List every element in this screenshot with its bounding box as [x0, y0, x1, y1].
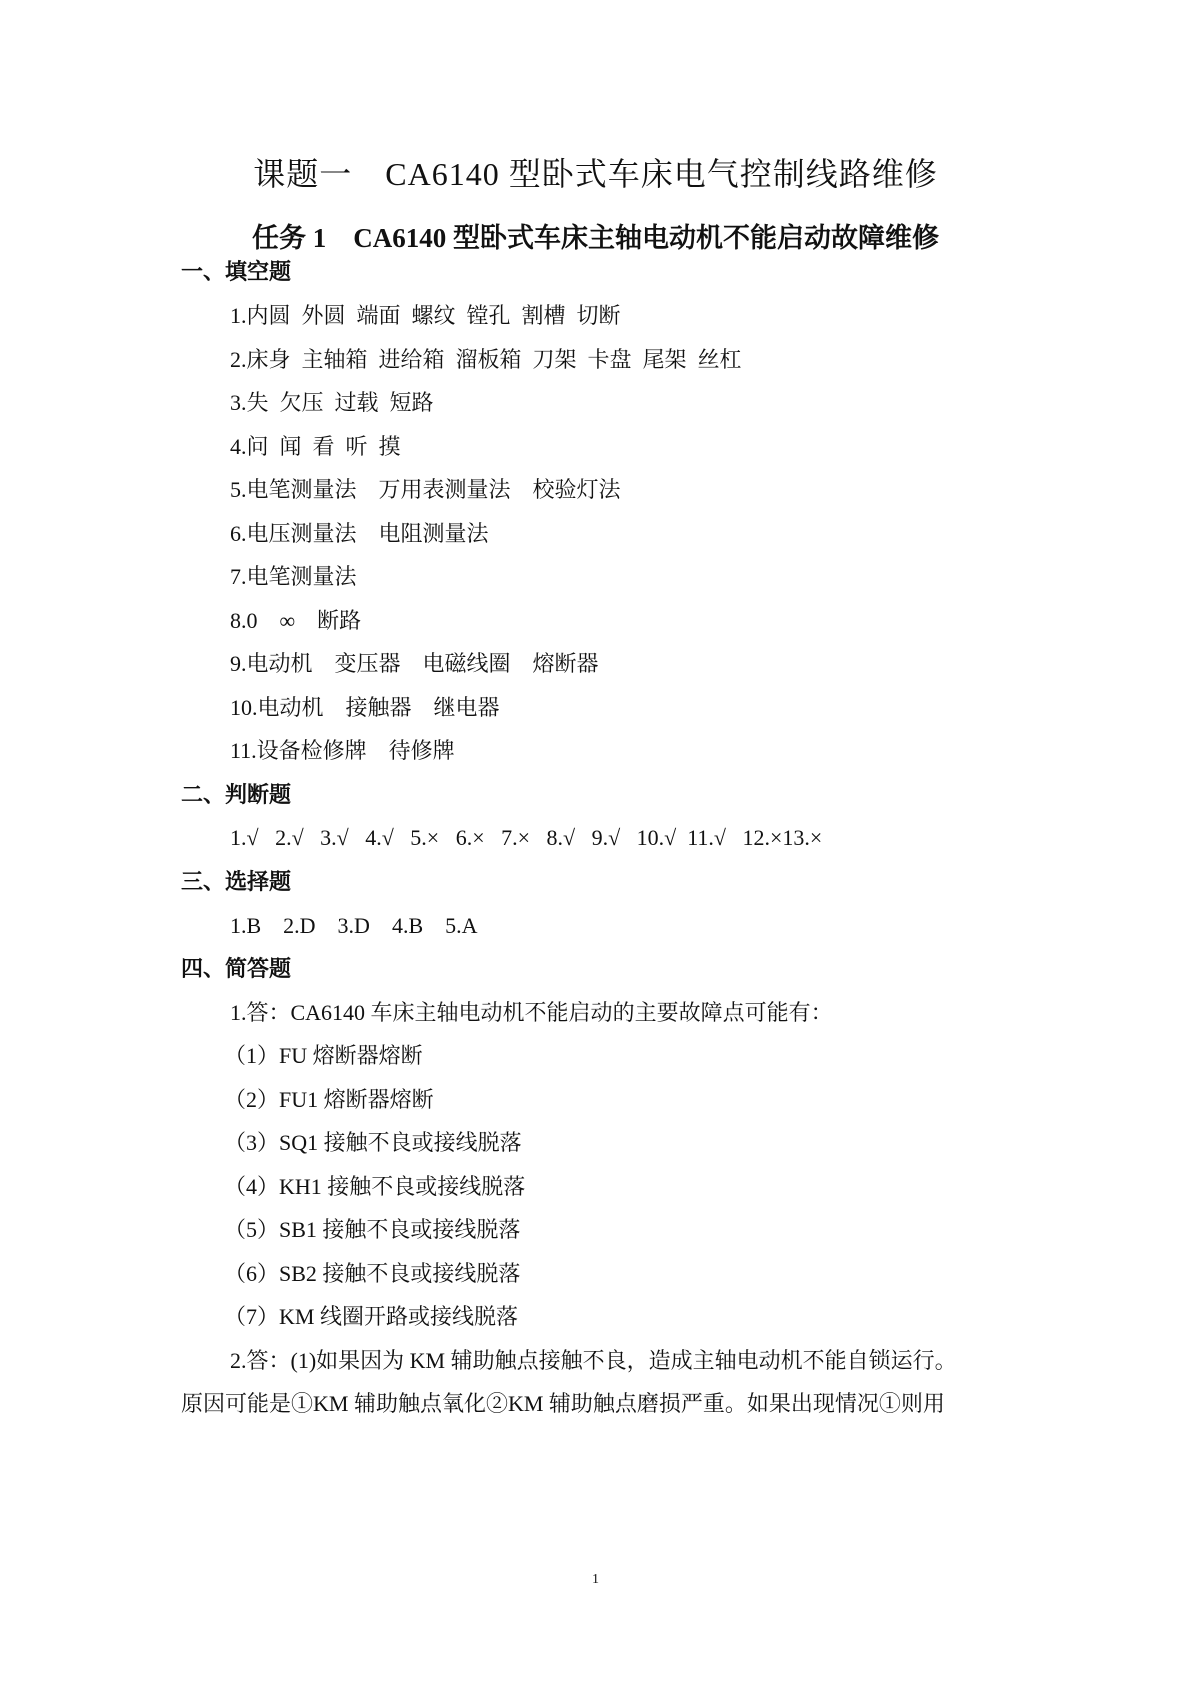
- answer-line: （7）KM 线圈开路或接线脱落: [224, 1304, 518, 1329]
- answer-line: （4）KH1 接触不良或接线脱落: [224, 1174, 526, 1199]
- answer-line: 6.电压测量法 电阻测量法: [230, 521, 489, 546]
- section-heading-multiple-choice: 三、选择题: [181, 869, 292, 894]
- answer-line: 10.电动机 接触器 继电器: [230, 695, 500, 720]
- answer-line: 5.电笔测量法 万用表测量法 校验灯法: [230, 477, 621, 502]
- answer-line: 2.床身 主轴箱 进给箱 溜板箱 刀架 卡盘 尾架 丝杠: [230, 347, 742, 372]
- answer-line: 1.内圆 外圆 端面 螺纹 镗孔 割槽 切断: [230, 303, 621, 328]
- answer-line: 3.失 欠压 过载 短路: [230, 390, 434, 415]
- answer-line: 1.B 2.D 3.D 4.B 5.A: [230, 913, 478, 938]
- answer-line: 8.0 ∞ 断路: [230, 608, 362, 633]
- answer-line: 7.电笔测量法: [230, 564, 357, 589]
- task-subtitle: 任务 1 CA6140 型卧式车床主轴电动机不能启动故障维修: [252, 223, 939, 253]
- answer-line: 1.答：CA6140 车床主轴电动机不能启动的主要故障点可能有：: [230, 1000, 833, 1025]
- answer-line: 1.√ 2.√ 3.√ 4.√ 5.× 6.× 7.× 8.√ 9.√ 10.√ 11.√ 12.×13.×: [230, 825, 823, 850]
- answer-line: （2）FU1 熔断器熔断: [224, 1087, 434, 1112]
- answer-line: （5）SB1 接触不良或接线脱落: [224, 1217, 521, 1242]
- section-heading-short-answer: 四、简答题: [181, 956, 292, 981]
- answer-line: 9.电动机 变压器 电磁线圈 熔断器: [230, 651, 599, 676]
- answer-line: 11.设备检修牌 待修牌: [230, 738, 455, 763]
- answer-line: （1）FU 熔断器熔断: [224, 1043, 423, 1068]
- answer-line: 4.问 闻 看 听 摸: [230, 434, 401, 459]
- answer-line: （3）SQ1 接触不良或接线脱落: [224, 1130, 522, 1155]
- section-heading-fill-in: 一、填空题: [181, 259, 292, 284]
- paragraph-line: 原因可能是①KM 辅助触点氧化②KM 辅助触点磨损严重。如果出现情况①则用: [181, 1391, 945, 1416]
- section-heading-true-false: 二、判断题: [181, 782, 292, 807]
- page-number: 1: [592, 1572, 599, 1587]
- answer-line: （6）SB2 接触不良或接线脱落: [224, 1261, 521, 1286]
- paragraph-line: 2.答：(1)如果因为 KM 辅助触点接触不良，造成主轴电动机不能自锁运行。: [230, 1348, 957, 1373]
- page-title: 课题一 CA6140 型卧式车床电气控制线路维修: [253, 156, 938, 192]
